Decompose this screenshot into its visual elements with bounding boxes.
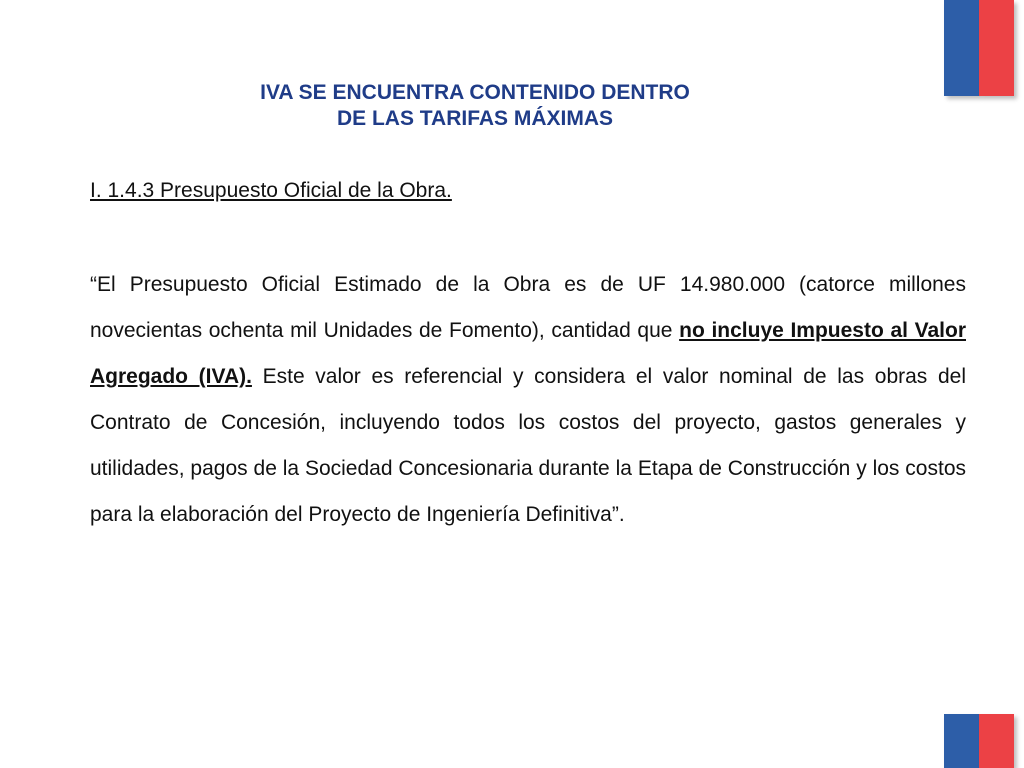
quote-text-start: “El Presupuesto Oficial Estimado de la Obra es de UF 14.980.000 (catorce millones novecientas ochenta mil Unidades de Fomento), cantidad que — [90, 273, 966, 342]
flag-blue-stripe — [944, 714, 979, 768]
slide-title-line-2: DE LAS TARIFAS MÁXIMAS — [336, 107, 614, 130]
section-heading: I. 1.4.3 Presupuesto Oficial de la Obra. — [90, 179, 452, 202]
flag-red-stripe — [979, 0, 1014, 96]
quote-paragraph — [90, 262, 966, 538]
top-flag-decoration — [944, 0, 1014, 96]
quote-text-end: Este valor es referencial y considera el valor nominal de las obras del Contrato de Concesión, incluyendo todos los costos del proyecto, gastos generales y utilidades, pagos de la Sociedad Concesionaria durante la Etapa de Construcción y los costos para la elaboración del Proyecto de Ingeniería Definitiva”. — [90, 365, 966, 526]
bottom-flag-decoration — [944, 714, 1014, 768]
slide-title-line-1: IVA SE ENCUENTRA CONTENIDO DENTRO — [260, 81, 690, 104]
flag-red-stripe — [979, 714, 1014, 768]
quote-emphasis: no incluye Impuesto al Valor Agregado (IVA). — [90, 319, 966, 388]
flag-blue-stripe — [944, 0, 979, 96]
slide-title — [150, 80, 800, 132]
